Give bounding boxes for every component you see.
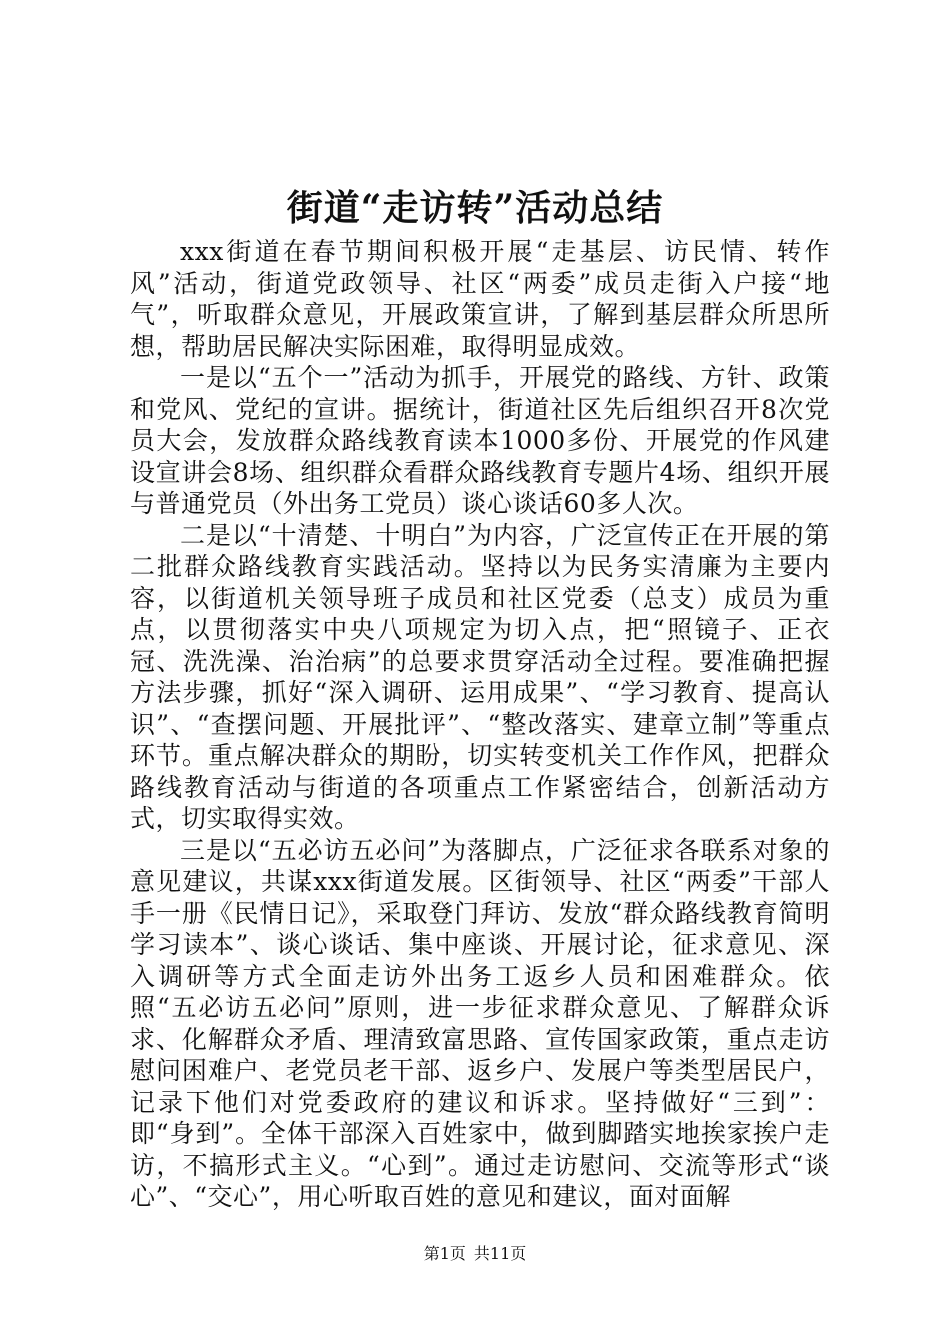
paragraph-intro: xxx街道在春节期间积极开展“走基层、访民情、转作风”活动，街道党政领导、社区“两委”成员走街入户接“地气”，听取群众意见，开展政策宣讲，了解到基层群众所思所想，帮助居民解决实际困难，取得明显成效。 [130, 237, 830, 361]
document-body [130, 236, 830, 1213]
document-title: 街道“走访转”活动总结 [286, 187, 664, 229]
paragraph-point-three: 三是以“五必访五必问”为落脚点，广泛征求各联系对象的意见建议，共谋xxx街道发展。区街领导、社区“两委”干部人手一册《民情日记》，采取登门拜访、发放“群众路线教育简明学习读本”、谈心谈话、集中座谈、开展讨论，征求意见、深入调研等方式全面走访外出务工返乡人员和困难群众。依照“五必访五必问”原则，进一步征求群众意见、了解群众诉求、化解群众矛盾、理清致富思路、宣传国家政策，重点走访慰问困难户、老党员老干部、返乡户、发展户等类型居民户，记录下他们对党委政府的建议和诉求。坚持做好“三到”：即“身到”。全体干部深入百姓家中，做到脚踏实地挨家挨户走访，不搞形式主义。“心到”。通过走访慰问、交流等形式“谈心”、“交心”，用心听取百姓的意见和建议，面对面解 [130, 835, 830, 1211]
page-total: 共11页 [473, 1244, 527, 1263]
page-number: 第1页 [423, 1244, 466, 1263]
page-footer [0, 1242, 950, 1266]
paragraph-point-one: 一是以“五个一”活动为抓手，开展党的路线、方针、政策和党风、党纪的宣讲。据统计，街道社区先后组织召开8次党员大会，发放群众路线教育读本1000多份、开展党的作风建设宣讲会8场、组织群众看群众路线教育专题片4场、组织开展与普通党员（外出务工党员）谈心谈话60多人次。 [130, 363, 830, 518]
paragraph-point-two: 二是以“十清楚、十明白”为内容，广泛宣传正在开展的第二批群众路线教育实践活动。坚持以为民务实清廉为主要内容，以街道机关领导班子成员和社区党委（总支）成员为重点，以贯彻落实中央八项规定为切入点，把“照镜子、正衣冠、洗洗澡、治治病”的总要求贯穿活动全过程。要准确把握方法步骤，抓好“深入调研、运用成果”、“学习教育、提高认识”、“查摆问题、开展批评”、“整改落实、建章立制”等重点环节。重点解决群众的期盼，切实转变机关工作作风，把群众路线教育活动与街道的各项重点工作紧密结合，创新活动方式，切实取得实效。 [130, 520, 830, 833]
